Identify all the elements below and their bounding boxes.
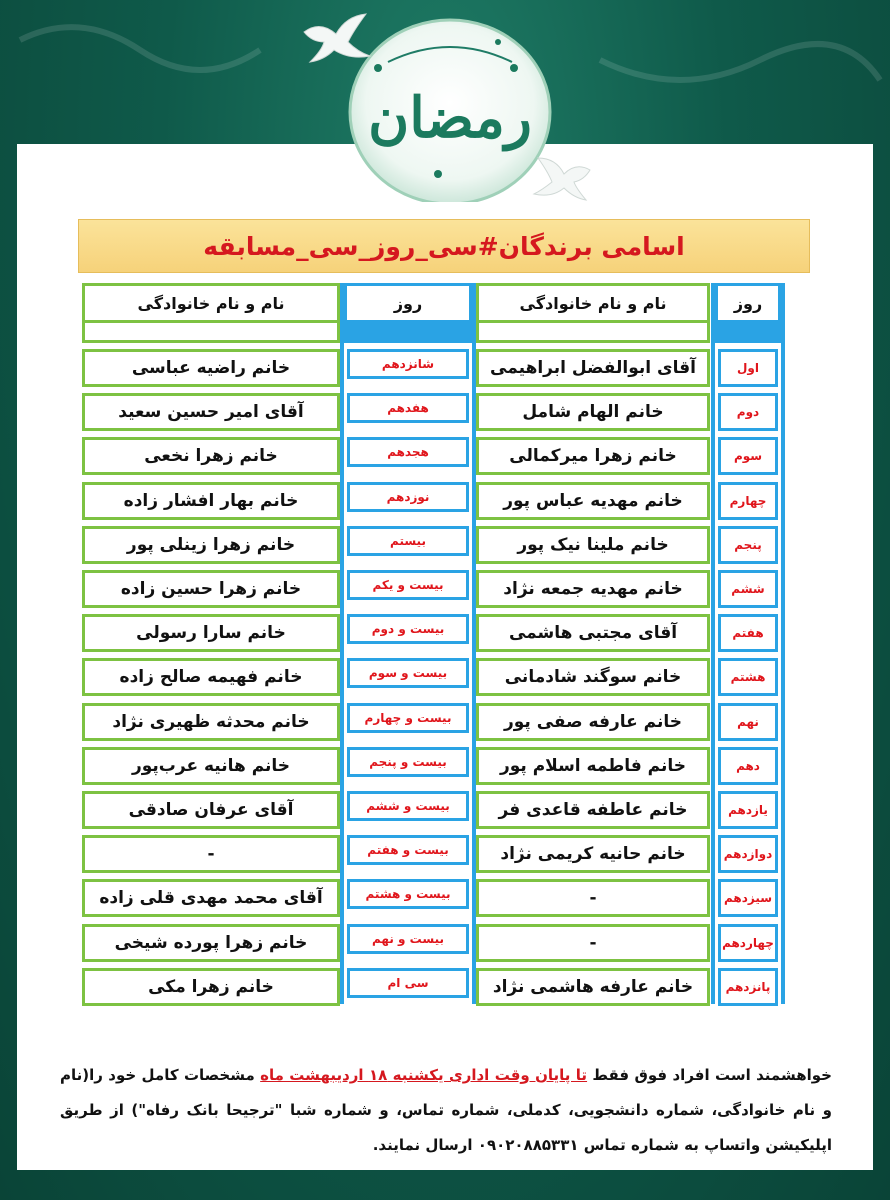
right-name-cell: خانم فاطمه اسلام پور	[476, 747, 710, 785]
left-name-cell: خانم زهرا نخعی	[82, 437, 340, 475]
right-name-cell: خانم عاطفه قاعدی فر	[476, 791, 710, 829]
footer-text-2: مشخصات کامل خود را(نام و نام خانوادگی، شماره دانشجویی، کدملی، شماره تماس، و شماره شبا "ترجیحا بانک رفاه") از طریق اپلیکیشن واتساپ به شماره تماس ۰۹۰۲۰۸۸۵۳۳۱ ارسال نمایند.	[60, 1066, 832, 1154]
winners-table	[78, 283, 806, 1004]
left-day-cell: شانزدهم	[347, 349, 469, 379]
left-day-cell: بیست و چهارم	[347, 703, 469, 733]
right-name-cell: خانم سوگند شادمانی	[476, 658, 710, 696]
right-day-cell: دوم	[718, 393, 778, 431]
header-right-day: روز	[715, 283, 781, 323]
left-day-cell: بیست و پنجم	[347, 747, 469, 777]
right-day-cell: یازدهم	[718, 791, 778, 829]
title-banner	[78, 219, 810, 273]
left-name-cell: خانم بهار افشار زاده	[82, 482, 340, 520]
right-day-cell: چهاردهم	[718, 924, 778, 962]
badge-text: رمضان	[368, 85, 532, 151]
left-day-cell: بیست و نهم	[347, 924, 469, 954]
header-left-day: روز	[344, 283, 472, 323]
left-day-cell: نوزدهم	[347, 482, 469, 512]
left-name-cell: -	[82, 835, 340, 873]
right-name-cell: -	[476, 879, 710, 917]
header-right-day-strip	[715, 323, 781, 343]
right-name-cell: خانم حانیه کریمی نژاد	[476, 835, 710, 873]
left-name-cell: خانم سارا رسولی	[82, 614, 340, 652]
right-day-cell: چهارم	[718, 482, 778, 520]
right-day-cell: سوم	[718, 437, 778, 475]
header-left-day-strip	[344, 323, 472, 343]
footer-deadline: تا پایان وقت اداری یکشنبه ۱۸ اردیبهشت ماه	[260, 1066, 588, 1084]
right-day-column-rail	[711, 283, 715, 1004]
header-left-name-strip	[82, 323, 340, 343]
right-day-cell: دوازدهم	[718, 835, 778, 873]
right-day-cell: نهم	[718, 703, 778, 741]
right-name-cell: خانم عارفه هاشمی نژاد	[476, 968, 710, 1006]
left-day-cell: هفدهم	[347, 393, 469, 423]
left-day-cell: بیست و ششم	[347, 791, 469, 821]
dove-right-icon	[532, 156, 594, 204]
left-name-cell: خانم راضیه عباسی	[82, 349, 340, 387]
header-right-name-strip	[476, 323, 710, 343]
right-name-cell: خانم مهدیه عباس پور	[476, 482, 710, 520]
left-day-cell: بیست و هشتم	[347, 879, 469, 909]
right-name-cell: آقای ابوالفضل ابراهیمی	[476, 349, 710, 387]
page-title: اسامی برندگان#سی_روز_سی_مسابقه	[203, 231, 685, 261]
left-name-cell: آقای عرفان صادقی	[82, 791, 340, 829]
footer-text-1: خواهشمند است افراد فوق فقط	[587, 1066, 832, 1084]
left-day-column-rail	[340, 283, 344, 1004]
right-name-cell: خانم الهام شامل	[476, 393, 710, 431]
right-name-cell: خانم ملینا نیک پور	[476, 526, 710, 564]
left-name-cell: آقای امیر حسین سعید	[82, 393, 340, 431]
right-day-cell: هشتم	[718, 658, 778, 696]
left-day-cell: بیستم	[347, 526, 469, 556]
right-day-cell: سیزدهم	[718, 879, 778, 917]
right-day-cell: اول	[718, 349, 778, 387]
left-name-cell: خانم زهرا زینلی پور	[82, 526, 340, 564]
right-name-cell: خانم مهدیه جمعه نژاد	[476, 570, 710, 608]
right-day-column-rail-2	[781, 283, 785, 1004]
right-day-cell: دهم	[718, 747, 778, 785]
right-day-cell: پانزدهم	[718, 968, 778, 1006]
left-name-cell: خانم محدثه ظهیری نژاد	[82, 703, 340, 741]
right-day-cell: پنجم	[718, 526, 778, 564]
left-day-cell: هجدهم	[347, 437, 469, 467]
left-day-cell: بیست و سوم	[347, 658, 469, 688]
left-name-cell: خانم زهرا حسین زاده	[82, 570, 340, 608]
left-name-cell: خانم زهرا مکی	[82, 968, 340, 1006]
left-name-cell: خانم فهیمه صالح زاده	[82, 658, 340, 696]
dove-left-icon	[300, 12, 374, 68]
left-name-cell: خانم هانیه عرب‌پور	[82, 747, 340, 785]
left-day-cell: بیست و هفتم	[347, 835, 469, 865]
header-left-name: نام و نام خانوادگی	[82, 283, 340, 323]
right-name-cell: -	[476, 924, 710, 962]
header-right-name: نام و نام خانوادگی	[476, 283, 710, 323]
left-day-cell: سی ام	[347, 968, 469, 998]
right-name-cell: آقای مجتبی هاشمی	[476, 614, 710, 652]
footer-note	[60, 1058, 832, 1163]
left-day-cell: بیست و یکم	[347, 570, 469, 600]
left-day-cell: بیست و دوم	[347, 614, 469, 644]
right-day-cell: هفتم	[718, 614, 778, 652]
left-name-cell: آقای محمد مهدی قلی زاده	[82, 879, 340, 917]
right-name-cell: خانم عارفه صفی پور	[476, 703, 710, 741]
right-day-cell: ششم	[718, 570, 778, 608]
right-name-cell: خانم زهرا میرکمالی	[476, 437, 710, 475]
left-name-cell: خانم زهرا پورده شیخی	[82, 924, 340, 962]
